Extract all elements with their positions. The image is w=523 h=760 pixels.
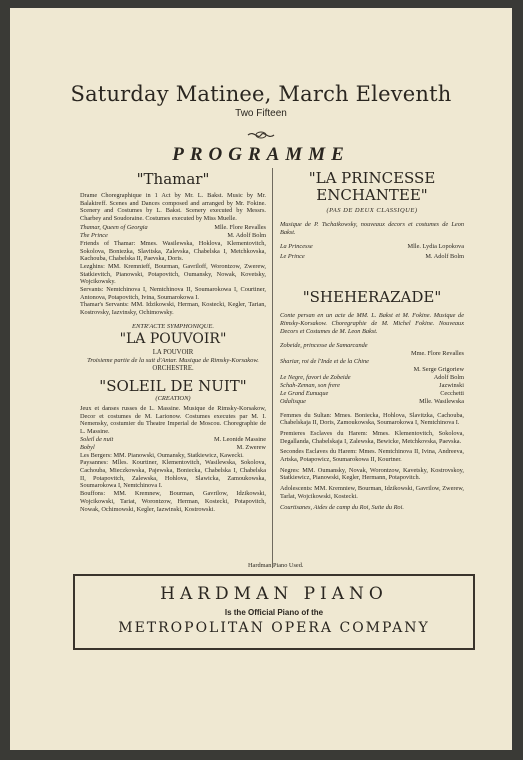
- page-title: Saturday Matinee, March Eleventh: [70, 82, 452, 106]
- thamar-ensemble-lezghins: Lezghins: MM. Kremnieff, Bourman, Gavriloff, Worontzow, Zwerew, Statkievitch, Pianowski, Potapovitch, Oumansky, Nowak, Kovetsky, Wojcikowsky.: [80, 262, 266, 286]
- soleil-ensemble-bergers: Les Bergers: MM. Pianowski, Oumansky, Statkiewicz, Kawecki.: [80, 451, 244, 459]
- scheherazade-ensemble-femmes: Femmes du Sultan: Mmes. Boniecka, Hohlova, Slavitzka, Cachouba, Chabelskaja II, Doris, Zamoukowska, Soumarokowa I, Nemtchinova I.: [280, 411, 464, 427]
- right-column: [280, 170, 464, 511]
- scheherazade-ensemble-secondes: Secondes Esclaves du Harem: Mmes. Nemtchinova II, Ivina, Andreeva, Artska, Potapowicz, Soumarokowa II, Kourtner.: [280, 448, 464, 464]
- thamar-roles: [80, 224, 266, 240]
- role-row: Shariar, roi de l'Inde et de la Chine: [280, 357, 369, 365]
- soleil-title: "SOLEIL DE NUIT": [99, 376, 247, 395]
- page-subtitle: Two Fifteen: [235, 108, 287, 119]
- role-row: Soleil de nuit M. Leonide Massine: [80, 435, 266, 443]
- scheherazade-ensemble-courtisanes: Courtisanes, Aides de camp du Roi, Suite du Roi.: [280, 503, 404, 511]
- pouvoir-line: LA POUVOIR: [152, 348, 194, 356]
- pouvoir-orchestra: ORCHESTRE.: [152, 364, 194, 372]
- pouvoir-title: "LA POUVOIR": [119, 330, 227, 347]
- thamar-ensemble-thamar-servants: Thamar's Servants: MM. Idzikowski, Herman, Kostecki, Kegler, Tarian, Kostrovsky, Iazvinsky, Ochimowsky.: [80, 301, 266, 317]
- pouvoir-description: Troisieme partie de la suit d'Antar. Musique de Rimsky-Korsakow.: [87, 356, 259, 364]
- scheherazade-description: Conte persan en un acte de MM. L. Bakst et M. Fokine. Musique de Rimsky-Korsakow. Choregraphie de M. Michel Fokine. Nouveaux Decors et Costumes de M. Leon Bakst.: [280, 312, 464, 335]
- role-row: The Prince M. Adolf Bolm: [80, 231, 266, 239]
- role-row: La Princesse Mlle. Lydia Lopokova: [280, 243, 464, 251]
- role-row: Le Grand Eunuque Cecchetti: [280, 389, 464, 397]
- soleil-ensemble-paysannes: Paysannes: Mlles. Kourtiner, Klementovitch, Wasilewska, Sokolova, Cachouba, Mieczkowska, Pajewska, Boniecka, Chabelska I, Chabelska II, Potapovitch, Zalewska, Hohlova, Slawicka, Zamoukowska, Soumarokowa I, Nemtchinova I.: [80, 459, 266, 490]
- role-row: Bobyl M. Zwerew: [80, 443, 266, 451]
- soleil-creation: (CREATION): [155, 394, 191, 402]
- programme-page: [10, 8, 512, 750]
- entracte-label: ENTR'ACTE SYMPHONIQUE.: [132, 322, 214, 330]
- role-row: M. Serge Grigoriew: [413, 365, 464, 373]
- thamar-ensemble-friends: Friends of Thamar: Mmes. Wasilewska, Hoklova, Klementovitch, Sokolova, Boniezka, Slavitska, Zalevska, Chabelska I, Metchkovska, Kachouba, Chabelska II, Paevska, Doris.: [80, 239, 266, 263]
- role-row: Zobeide, princesse de Samarcande: [280, 341, 368, 349]
- ornament-icon: [246, 127, 276, 145]
- soleil-ensemble-bouffons: Bouffons: MM. Kremnew, Bourman, Gavrilow, Idzikowski, Wojcikowski, Tariat, Worontzow, Herman, Kostecki, Potapovitch, Nowak, Ochimowski, Kegler, Iazwinski, Kostrowski.: [80, 490, 266, 513]
- thamar-ensemble-servants: Servants: Nemtchinova I, Nemtchinova II, Soumarokowa I, Courtiner, Antonova, Potapovitch, Ivina, Soumarokowa I.: [80, 286, 266, 301]
- thamar-description: Drame Choregraphique in 1 Act by Mr. L. Bakst. Music by Mr. Balakireff. Scenes and Dances composed and arranged by Mr. Fokine. Scenery and Costumes by L. Bakst. Scenery executed by Messrs. Charbey and Soudoraine. Costumes executed by Miss Muelle.: [80, 192, 266, 223]
- programme-heading: PROGRAMME: [172, 144, 350, 165]
- column-divider: [272, 168, 273, 568]
- scheherazade-roles: [280, 342, 464, 406]
- princesse-title: "LA PRINCESSE ENCHANTEE": [308, 169, 436, 204]
- role-row: Le Negre, favori de Zobeide Adolf Bolm: [280, 373, 464, 381]
- princesse-subtitle: (PAS DE DEUX CLASSIQUE): [326, 207, 418, 214]
- left-column: [80, 170, 266, 513]
- role-row: Mme. Flore Revalles: [411, 349, 464, 357]
- role-row: Schah-Zeman, son frere Jazwinski: [280, 381, 464, 389]
- scheherazade-ensemble-negres: Negres: MM. Oumansky, Novak, Worontzow, Kavetsky, Kostrovskoy, Statkiewicz, Pianowski, Kegler, Hermann, Potapovitch.: [280, 466, 464, 482]
- soleil-roles: [80, 436, 266, 452]
- ad-tagline: Is the Official Piano of the: [224, 608, 324, 617]
- ad-headline: HARDMAN PIANO: [160, 584, 388, 604]
- role-row: Thamar, Queen of Georgia Mlle. Flore Revalles: [80, 223, 266, 231]
- ad-company: METROPOLITAN OPERA COMPANY: [118, 620, 430, 636]
- scheherazade-ensemble-premieres: Premieres Esclaves du Harem: Mmes. Klementovitch, Sokolova, Degallanda, Chabelskaja I, Zalewska, Bewicke, Metchkovska, Paevska.: [280, 429, 464, 445]
- scheherazade-title: "SHEHERAZADE": [302, 288, 442, 307]
- princesse-description: Musique de P. Tschaikowsky, nouveaux decors et costumes de Leon Bakst.: [280, 221, 464, 236]
- hardman-advertisement: [73, 574, 475, 650]
- princesse-roles: [280, 242, 464, 262]
- role-row: Odalisque Mlle. Wasilewska: [280, 397, 464, 405]
- role-row: Le Prince M. Adolf Bolm: [280, 253, 464, 261]
- scheherazade-ensemble-adolescents: Adolescents: MM. Kremniew, Bourman, Idzikowski, Gavrilow, Zwerew, Tarlat, Wojcikowski, Kostecki.: [280, 485, 464, 500]
- soleil-description: Jeux et danses russes de L. Massine. Musique de Rimsky-Korsakow, Decor et costumes de M. Larionow. Costumes executes par M. I. Nemensky, costumier du Theatre Imperial de Moscou. Choregraphie de L. Massine.: [80, 404, 266, 435]
- piano-note: Hardman Piano Used.: [248, 562, 304, 569]
- thamar-title: "Thamar": [136, 170, 210, 188]
